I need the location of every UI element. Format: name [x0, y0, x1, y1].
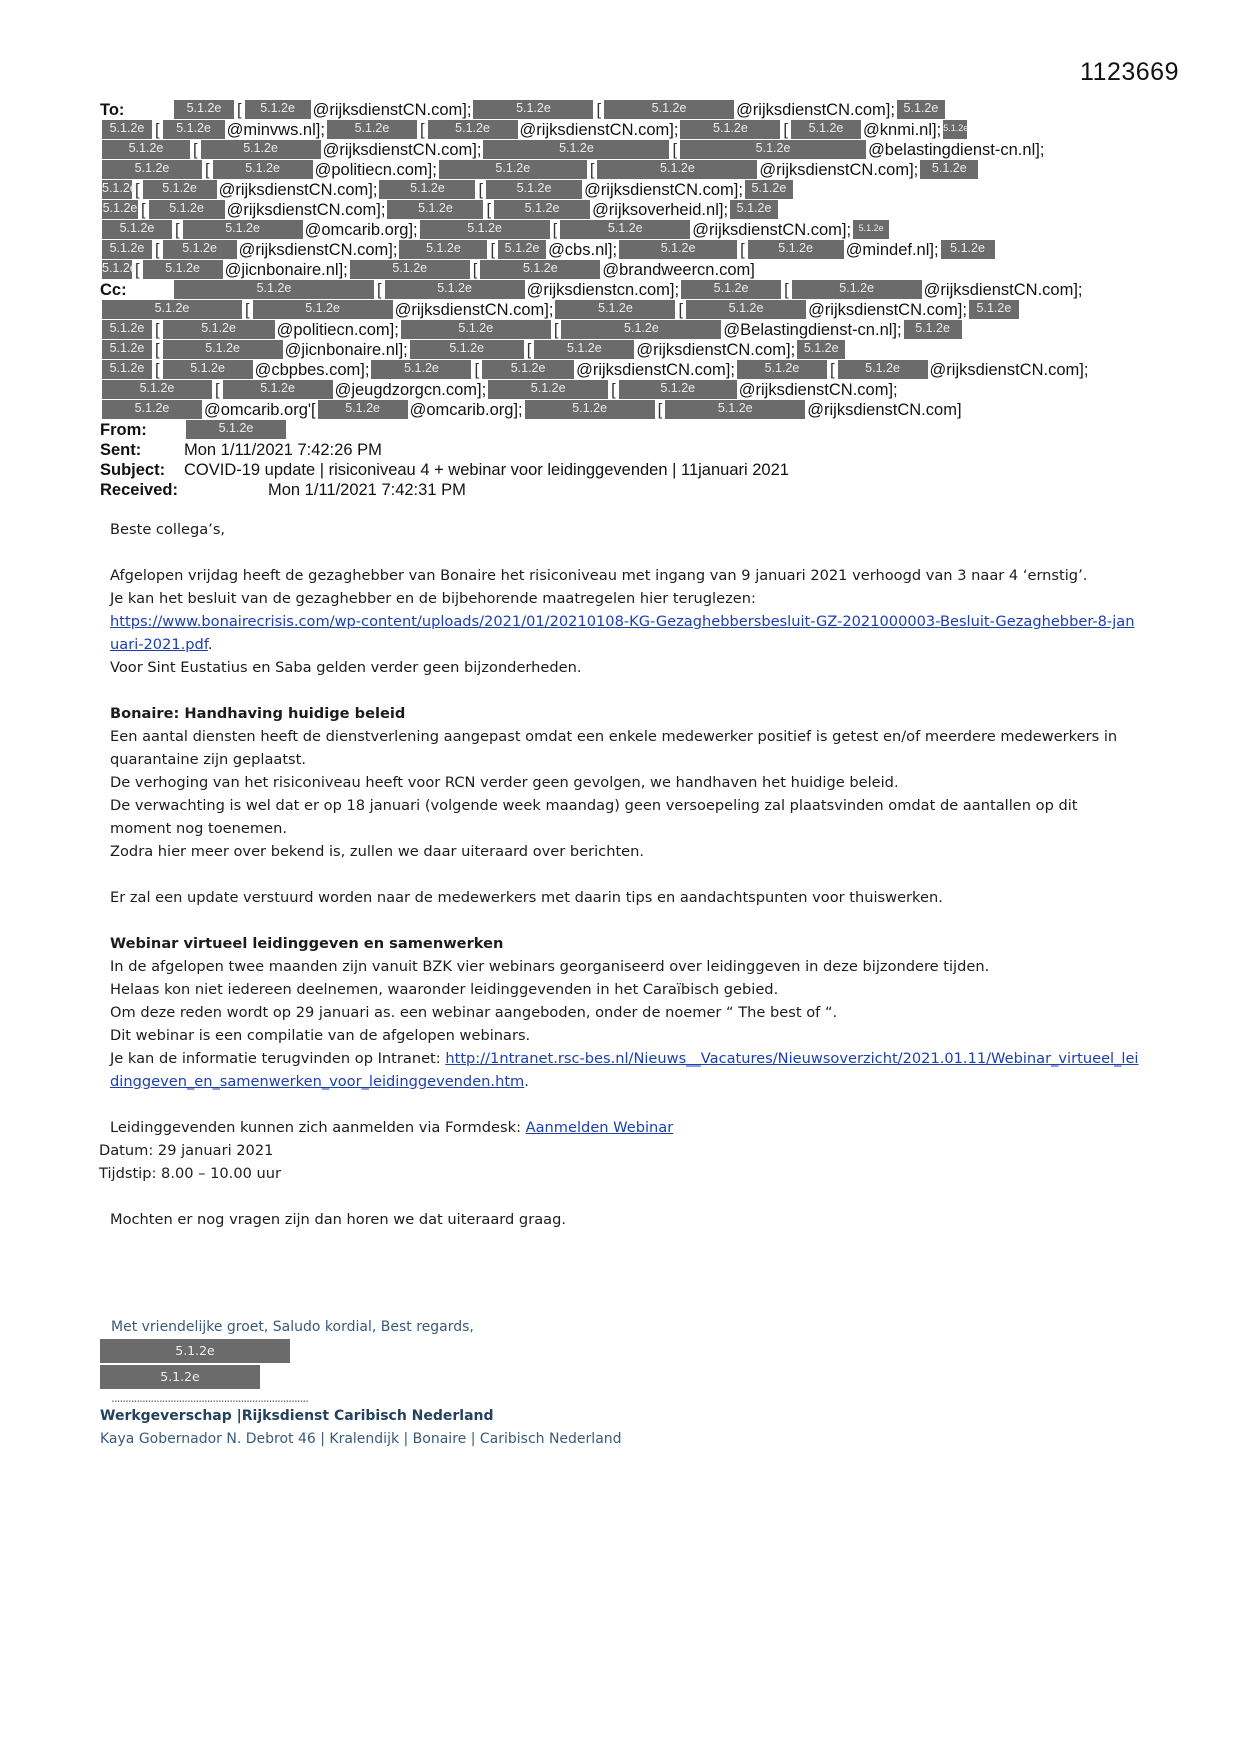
email-domain: @rijksdienstCN.com];: [312, 101, 472, 119]
recipient-line: [100, 140, 1160, 160]
paragraph: Om deze reden wordt op 29 januari as. een webinar aangeboden, onder de noemer “ The best of “.: [110, 1004, 838, 1021]
redaction-box: 5.1.2e: [483, 140, 669, 159]
email-domain: @rijksdienstCN.com];: [736, 101, 895, 119]
redaction-box: 5.1.2e: [486, 180, 582, 199]
bracket: [: [141, 201, 146, 219]
email-domain: @rijksdienstCN.com];: [808, 301, 967, 319]
bracket: [: [155, 361, 160, 379]
webinar-date: Datum: 29 januari 2021: [99, 1142, 274, 1159]
redaction-box: 5.1.2e: [730, 200, 778, 219]
redaction-box: 5.1.2e: [102, 240, 152, 259]
redaction-box: 5.1.2e: [941, 240, 995, 259]
redaction-box: 5.1.2e: [163, 320, 275, 339]
bracket: [: [472, 261, 478, 279]
redaction-box: 5.1.2e: [748, 240, 844, 259]
recipient-line: [100, 380, 1160, 400]
redaction-box: 5.1.2e: [174, 280, 374, 299]
to-label: To:: [100, 101, 125, 119]
email-domain: @mindef.nl];: [845, 241, 939, 259]
bracket: [: [155, 321, 160, 339]
bracket: [: [155, 241, 160, 259]
redaction-box: 5.1.2e: [102, 340, 152, 359]
from-row: [100, 420, 1160, 440]
section-heading: Bonaire: Handhaving huidige beleid: [110, 705, 406, 722]
paragraph: Een aantal diensten heeft de dienstverlening aangepast omdat een enkele medewerker positief is getest en/of meerdere medewerkers in quarantaine zijn geplaatst.: [110, 728, 1118, 768]
paragraph: Zodra hier meer over bekend is, zullen we daar uiteraard over berichten.: [110, 843, 645, 860]
redaction-box: 5.1.2e: [904, 320, 962, 339]
subject-row: [100, 460, 1160, 480]
recipient-line: [100, 360, 1160, 380]
email-domain: @rijksdienstCN.com];: [584, 181, 743, 199]
redaction-box: 5.1.2e: [213, 160, 313, 179]
recipient-line: [100, 100, 1160, 120]
paragraph: [110, 1047, 1140, 1093]
redaction-box: 5.1.2e: [597, 160, 757, 179]
bracket: [: [135, 181, 140, 199]
email-domain: @knmi.nl];: [863, 121, 942, 139]
email-domain: @rijksdienstCN.com];: [759, 161, 919, 179]
email-domain: @rijksdienstCN.com];: [322, 141, 482, 159]
aanmelden-webinar-link[interactable]: Aanmelden Webinar: [525, 1119, 674, 1136]
redaction-box: 5.1.2e: [737, 360, 827, 379]
regards: Met vriendelijke groet, Saludo kordial, Best regards,: [111, 1319, 474, 1335]
to-recipients: [100, 100, 1160, 280]
email-domain: @minvws.nl];: [226, 121, 325, 139]
redaction-box: 5.1.2e: [525, 400, 655, 419]
email-domain: @politiecn.com];: [276, 321, 399, 339]
redaction-box: 5.1.2e: [969, 300, 1019, 319]
redaction-box: 5.1.2e: [619, 380, 737, 399]
email-domain: @rijksdienstCN.com];: [738, 381, 898, 399]
bracket: [: [526, 341, 532, 359]
paragraph: [110, 610, 1140, 656]
recipient-line: [100, 220, 1160, 240]
besluit-link[interactable]: https://www.bonairecrisis.com/wp-content/uploads/2021/01/20210108-KG-Gezaghebbersbesluit-GZ-2021000003-Besluit-Gezaghebber-8-januari-2021.pdf: [110, 613, 1135, 653]
email-domain: @rijksdienstCN.com];: [923, 281, 1083, 299]
redaction-box: 5.1.2e: [102, 320, 152, 339]
section-heading: Webinar virtueel leidinggeven en samenwerken: [110, 935, 504, 952]
email-domain: @rijksdienstCN.com];: [394, 301, 554, 319]
intranet-link[interactable]: http://1ntranet.rsc-bes.nl/Nieuws__Vacatures/Nieuwsoverzicht/2021.01.11/Webinar_virtueel_leidinggeven_en_samenwerken_voor_leidinggevenden.htm: [110, 1050, 1139, 1090]
redaction-box: 5.1.2e: [350, 260, 470, 279]
recipient-line: [100, 260, 1160, 280]
paragraph: Er zal een update verstuurd worden naar de medewerkers met daarin tips en aandachtspunten voor thuiswerken.: [110, 889, 943, 906]
bracket: [: [155, 121, 160, 139]
sent-row: [100, 440, 1160, 460]
redaction-box: 5.1.2e: [102, 400, 202, 419]
email-body: [99, 518, 1140, 1231]
paragraph: Helaas kon niet iedereen deelnemen, waaronder leidinggevenden in het Caraïbisch gebied.: [110, 981, 779, 998]
email-domain: @cbpbes.com];: [254, 361, 370, 379]
email-domain: @jeugdzorgcn.com];: [334, 381, 487, 399]
bracket: [: [672, 141, 678, 159]
redaction-box: 5.1.2e: [143, 260, 223, 279]
greeting: Beste collega’s,: [110, 521, 226, 538]
bracket: [: [553, 321, 559, 339]
redaction-box: 5.1.2e: [791, 120, 861, 139]
paragraph: Voor Sint Eustatius en Saba gelden verder geen bijzonderheden.: [110, 659, 582, 676]
email-domain: @rijksdienstcn.com];: [526, 281, 680, 299]
paragraph: [110, 1116, 1140, 1139]
redaction-box: 5.1.2e: [102, 300, 242, 319]
email-domain: @rijksdienstCN.com];: [238, 241, 398, 259]
redaction-box: 5.1.2e: [560, 220, 690, 239]
bracket: [: [193, 141, 198, 159]
redaction-box: 5.1.2e: [480, 260, 600, 279]
redaction-box: 5.1.2e: [619, 240, 737, 259]
redaction-box: 5.1.2e: [680, 140, 866, 159]
redaction-box: 5.1.2e: [102, 180, 132, 199]
redaction-box: 5.1.2e: [102, 160, 202, 179]
recipient-line: [100, 180, 1160, 200]
redaction-box: 5.1.2e: [253, 300, 393, 319]
redaction-box: 5.1.2e: [100, 1339, 290, 1363]
bracket: [: [589, 161, 595, 179]
redaction-box: 5.1.2e: [555, 300, 675, 319]
recipient-line: [100, 320, 1160, 340]
from-label: From:: [100, 421, 147, 439]
redaction-box: 5.1.2e: [401, 320, 551, 339]
cc-recipients: [100, 280, 1160, 420]
webinar-time: Tijdstip: 8.00 – 10.00 uur: [99, 1165, 282, 1182]
redaction-box: 5.1.2e: [604, 100, 734, 119]
email-domain: @rijksdienstCN.com];: [636, 341, 796, 359]
redaction-box: 5.1.2e: [681, 280, 781, 299]
redaction-box: 5.1.2e: [534, 340, 634, 359]
bracket: [: [552, 221, 558, 239]
bracket: [: [478, 181, 484, 199]
email-domain: @jicnbonaire.nl];: [224, 261, 348, 279]
redaction-box: 5.1.2e: [410, 340, 524, 359]
paragraph: Je kan het besluit van de gezaghebber en de bijbehorende maatregelen hier teruglezen:: [110, 590, 756, 607]
redaction-box: 5.1.2e: [102, 140, 190, 159]
bracket: [: [245, 301, 250, 319]
signature: [100, 1316, 622, 1451]
redaction-box: 5.1.2e: [201, 140, 321, 159]
email-domain: @omcarib.org'[: [204, 401, 316, 419]
redaction-box: 5.1.2e: [561, 320, 721, 339]
redaction-box: 5.1.2e: [223, 380, 333, 399]
redaction-box: 5.1.2e: [245, 100, 311, 119]
bracket: [: [377, 281, 382, 299]
redaction-box: 5.1.2e: [163, 340, 283, 359]
bracket: [: [155, 341, 160, 359]
redaction-box: 5.1.2e: [920, 160, 978, 179]
punctuation: .: [524, 1073, 529, 1090]
redaction-box: 5.1.2e: [680, 120, 780, 139]
paragraph: In de afgelopen twee maanden zijn vanuit BZK vier webinars georganiseerd over leidinggeven in deze bijzondere tijden.: [110, 958, 990, 975]
recipient-line: [100, 400, 1160, 420]
redaction-box: 5.1.2e: [163, 240, 237, 259]
redaction-box: 5.1.2e: [174, 100, 234, 119]
redaction-box: 5.1.2e: [149, 200, 225, 219]
redaction-box: 5.1.2e: [318, 400, 408, 419]
redaction-box: 5.1.2e: [385, 280, 525, 299]
redaction-box: 5.1.2e: [494, 200, 590, 219]
email-domain: @omcarib.org];: [304, 221, 418, 239]
redaction-box: 5.1.2e: [163, 120, 225, 139]
bracket: [: [829, 361, 835, 379]
redaction-box: 5.1.2e: [797, 340, 845, 359]
bracket: [: [474, 361, 480, 379]
redaction-box: 5.1.2e: [102, 260, 132, 279]
redaction-box: 5.1.2e: [183, 220, 303, 239]
subject-label: Subject:: [100, 461, 166, 479]
redaction-box: 5.1.2e: [943, 120, 967, 139]
redaction-box: 5.1.2e: [745, 180, 793, 199]
email-domain: @rijksoverheid.nl];: [592, 201, 729, 219]
received-label: Received:: [100, 481, 178, 499]
bracket: [: [490, 241, 496, 259]
bracket: [: [135, 261, 140, 279]
sent-label: Sent:: [100, 441, 142, 459]
recipient-line: [100, 120, 1160, 140]
bracket: [: [205, 161, 210, 179]
email-domain: @rijksdienstCN.com];: [226, 201, 386, 219]
recipient-line: [100, 280, 1160, 300]
redaction-box: 5.1.2e: [379, 180, 475, 199]
document-number: 1123669: [1080, 58, 1179, 86]
redaction-box: 5.1.2e: [102, 220, 172, 239]
received-value: Mon 1/11/2021 7:42:31 PM: [268, 481, 466, 499]
redaction-box: 5.1.2e: [853, 220, 889, 239]
redaction-box: 5.1.2e: [439, 160, 587, 179]
punctuation: .: [207, 636, 213, 653]
redaction-box: 5.1.2e: [102, 360, 152, 379]
subject-value: COVID-19 update | risiconiveau 4 + webinar voor leidinggevenden | 11januari 2021: [184, 461, 789, 479]
email-domain: @omcarib.org];: [409, 401, 523, 419]
bracket: [: [215, 381, 220, 399]
redaction-box: 5.1.2e: [838, 360, 928, 379]
bracket: [: [611, 381, 616, 399]
redaction-box: 5.1.2e: [488, 380, 608, 399]
email-domain: @rijksdienstCN.com];: [929, 361, 1089, 379]
cc-label: Cc:: [100, 281, 127, 299]
formdesk-text: Leidinggevenden kunnen zich aanmelden via Formdesk:: [110, 1119, 526, 1136]
paragraph: Mochten er nog vragen zijn dan horen we dat uiteraard graag.: [110, 1211, 566, 1228]
bracket: [: [175, 221, 180, 239]
email-domain: @belastingdienst-cn.nl];: [868, 141, 1045, 159]
email-domain: @jicnbonaire.nl];: [284, 341, 408, 359]
email-domain: @rijksdienstCN.com]: [807, 401, 962, 419]
redaction-box: 5.1.2e: [420, 220, 550, 239]
bracket: [: [657, 401, 663, 419]
bracket: [: [596, 101, 602, 119]
paragraph: Dit webinar is een compilatie van de afgelopen webinars.: [110, 1027, 531, 1044]
redaction-box: 5.1.2e: [186, 420, 286, 439]
dotted-separator: ......................................................................: [111, 1391, 309, 1405]
redaction-box: 5.1.2e: [327, 120, 417, 139]
email-domain: @rijksdienstCN.com];: [576, 361, 735, 379]
paragraph: De verhoging van het risiconiveau heeft voor RCN verder geen gevolgen, we handhaven het huidige beleid.: [110, 774, 899, 791]
redaction-box: 5.1.2e: [143, 180, 217, 199]
bracket: [: [419, 121, 425, 139]
recipient-line: [100, 160, 1160, 180]
bracket: [: [740, 241, 745, 259]
email-domain: @rijksdienstCN.com];: [519, 121, 679, 139]
bracket: [: [678, 301, 684, 319]
redaction-box: 5.1.2e: [665, 400, 805, 419]
email-domain: @Belastingdienst-cn.nl];: [723, 321, 902, 339]
redaction-box: 5.1.2e: [163, 360, 253, 379]
redaction-box: 5.1.2e: [399, 240, 487, 259]
email-domain: @rijksdienstCN.com];: [218, 181, 378, 199]
recipient-line: [100, 340, 1160, 360]
redaction-box: 5.1.2e: [102, 120, 152, 139]
redaction-box: 5.1.2e: [428, 120, 518, 139]
redaction-box: 5.1.2e: [897, 100, 945, 119]
intranet-text: Je kan de informatie terugvinden op Intranet:: [110, 1050, 446, 1067]
bracket: [: [486, 201, 492, 219]
address: Kaya Gobernador N. Debrot 46 | Kralendijk | Bonaire | Caribisch Nederland: [100, 1431, 622, 1447]
organization: Werkgeverschap |Rijksdienst Caribisch Nederland: [100, 1408, 494, 1424]
email-domain: @cbs.nl];: [548, 241, 618, 259]
redaction-box: 5.1.2e: [387, 200, 483, 219]
email-domain: @politiecn.com];: [314, 161, 437, 179]
redaction-box: 5.1.2e: [100, 1365, 260, 1389]
recipient-line: [100, 240, 1160, 260]
bracket: [: [237, 101, 242, 119]
redaction-box: 5.1.2e: [473, 100, 593, 119]
paragraph: De verwachting is wel dat er op 18 januari (volgende week maandag) geen versoepeling zal plaatsvinden omdat de aantallen op dit moment nog toenemen.: [110, 797, 1078, 837]
received-row: [100, 480, 1160, 500]
redaction-box: 5.1.2e: [482, 360, 574, 379]
bracket: [: [783, 121, 789, 139]
redaction-box: 5.1.2e: [102, 380, 212, 399]
email-header: [100, 100, 1160, 500]
redaction-box: 5.1.2e: [686, 300, 806, 319]
recipient-line: [100, 200, 1160, 220]
redaction-box: 5.1.2e: [498, 240, 546, 259]
redaction-box: 5.1.2e: [102, 200, 138, 219]
email-domain: @rijksdienstCN.com];: [692, 221, 852, 239]
paragraph: Afgelopen vrijdag heeft de gezaghebber van Bonaire het risiconiveau met ingang van 9 januari 2021 verhoogd van 3 naar 4 ‘ernstig’.: [110, 567, 1088, 584]
redaction-box: 5.1.2e: [371, 360, 471, 379]
email-domain: @brandweercn.com]: [602, 261, 755, 279]
redaction-box: 5.1.2e: [792, 280, 922, 299]
bracket: [: [784, 281, 789, 299]
recipient-line: [100, 300, 1160, 320]
sent-value: Mon 1/11/2021 7:42:26 PM: [184, 441, 382, 459]
